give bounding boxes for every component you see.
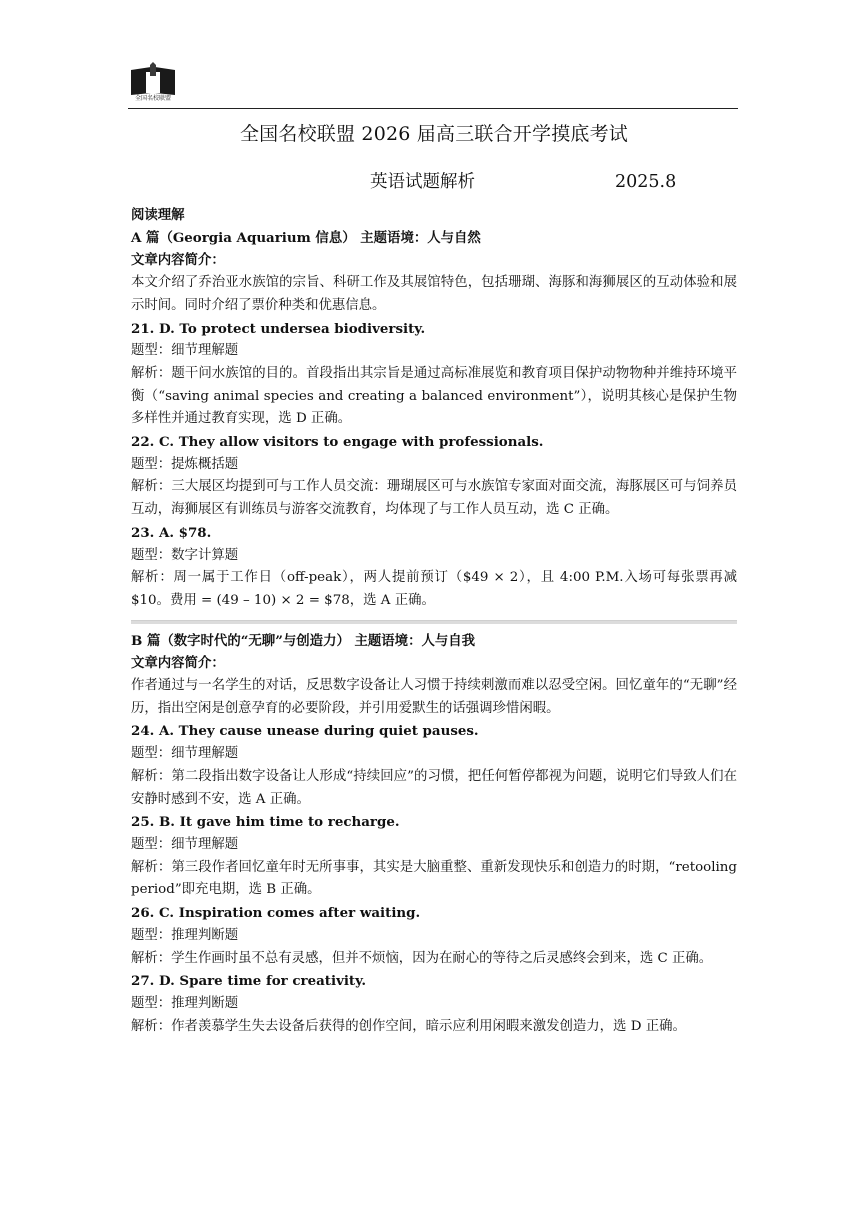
question-25-type: 题型：细节理解题 [131,836,239,852]
question-24-answer: 24. A. They cause unease during quiet pauses. [131,723,479,740]
question-21-analysis: 解析：题干问水族馆的目的。首段指出其宗旨是通过高标准展览和教育项目保护动物物种并维持环境平衡（“saving animal species and creating a balanced environment”），说明其核心是保护生物多样性并通过教育实现，选 D 正确。 [131,365,737,427]
question-21-answer: 21. D. To protect undersea biodiversity. [131,320,426,337]
section-heading: 阅读理解 [131,207,185,223]
exam-date: 2025.8 [615,172,677,192]
question-25-analysis: 解析：第三段作者回忆童年时无所事事，其实是大脑重整、重新发现快乐和创造力的时期，“retooling period”即充电期，选 B 正确。 [131,859,737,898]
section-divider [131,620,737,624]
passage-a [131,227,737,613]
question-26-analysis: 解析：学生作画时虽不总有灵感，但并不烦恼，因为在耐心的等待之后灵感终会到来，选 C 正确。 [131,950,713,966]
question-25-answer: 25. B. It gave him time to recharge. [131,814,400,831]
question-23-answer: 23. A. $78. [131,524,212,541]
passage-a-summary-label: 文章内容简介： [131,252,225,269]
exam-title: 全国名校联盟 2026 届高三联合开学摸底考试 [239,123,629,145]
exam-subtitle-row [0,169,868,195]
question-26-answer: 26. C. Inspiration comes after waiting. [131,905,421,922]
passage-b-heading: B 篇（数字时代的“无聊”与创造力） 主题语境：人与自我 [131,632,476,649]
header-rule [128,108,738,109]
question-22-type: 题型：提炼概括题 [131,456,239,472]
answer-key-content [131,204,737,1038]
passage-b [131,630,737,1039]
logo-caption: 全国名校联盟 [134,95,171,102]
question-24-analysis: 解析：第二段指出数字设备让人形成“持续回应”的习惯，把任何暂停都视为问题，说明它们导致人们在安静时感到不安，选 A 正确。 [131,768,737,807]
passage-a-heading: A 篇（Georgia Aquarium 信息） 主题语境：人与自然 [131,229,481,246]
question-27-analysis: 解析：作者羡慕学生失去设备后获得的创作空间，暗示应利用闲暇来激发创造力，选 D 正确。 [131,1018,686,1034]
question-27-type: 题型：推理判断题 [131,995,239,1011]
question-23-type: 题型：数字计算题 [131,547,239,563]
question-23-analysis: 解析：周一属于工作日（off-peak），两人提前预订（$49 × 2），且 4:00 P.M.入场可每张票再减$10。费用 = (49 – 10) × 2 = $78，选 A 正确。 [131,570,737,608]
exam-subtitle: 英语试题解析 [370,172,475,192]
question-24-type: 题型：细节理解题 [131,746,239,762]
question-22-answer: 22. C. They allow visitors to engage with professionals. [131,434,544,451]
passage-b-summary-label: 文章内容简介： [131,655,225,672]
open-book-logo-icon [128,62,178,96]
passage-a-summary: 本文介绍了乔治亚水族馆的宗旨、科研工作及其展馆特色，包括珊瑚、海豚和海狮展区的互动体验和展示时间。同时介绍了票价种类和优惠信息。 [131,275,737,313]
question-27-answer: 27. D. Spare time for creativity. [131,973,367,990]
passage-b-summary: 作者通过与一名学生的对话，反思数字设备让人习惯于持续刺激而难以忍受空闲。回忆童年的“无聊”经历，指出空闲是创意孕育的必要阶段，并引用爱默生的话强调珍惜闲暇。 [131,678,737,716]
question-21-type: 题型：细节理解题 [131,343,239,359]
question-26-type: 题型：推理判断题 [131,927,239,943]
school-alliance-logo [128,62,178,104]
question-22-analysis: 解析：三大展区均提到可与工作人员交流：珊瑚展区可与水族馆专家面对面交流，海豚展区可与饲养员互动，海狮展区有训练员与游客交流教育，均体现了与工作人员互动，选 C 正确。 [131,479,737,518]
